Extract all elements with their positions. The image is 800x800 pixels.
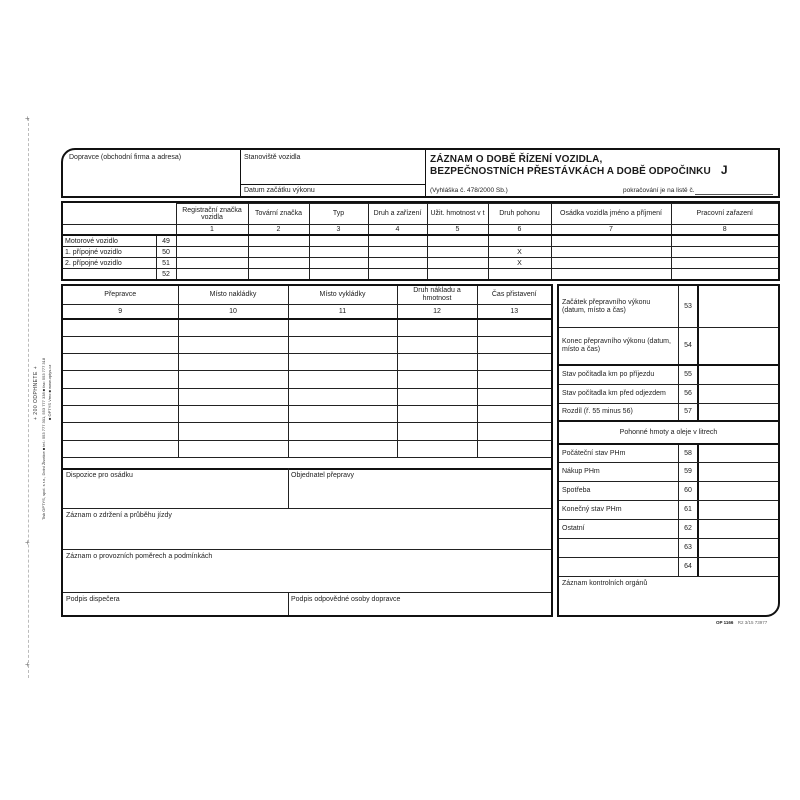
control-record-field[interactable]: Záznam kontrolních orgánů — [559, 576, 778, 633]
summary-row-number: 57 — [679, 404, 699, 420]
row-number: 50 — [156, 247, 176, 258]
col-number: 13 — [477, 304, 551, 319]
cell[interactable] — [671, 269, 778, 279]
summary-row-number: 60 — [679, 482, 699, 500]
cell[interactable] — [671, 258, 778, 269]
transport-cell[interactable] — [477, 371, 551, 388]
summary-row-value[interactable] — [699, 501, 778, 519]
form-code-revision: R2 3/15 73977 — [737, 620, 768, 625]
vehicle-station-field[interactable]: Stanoviště vozidla — [244, 154, 301, 161]
cell[interactable] — [368, 269, 427, 279]
form-header — [61, 148, 780, 198]
dispatcher-signature-field[interactable]: Podpis dispečera — [66, 596, 120, 603]
cell[interactable] — [427, 269, 488, 279]
vehicle-table — [61, 201, 780, 281]
transport-cell[interactable] — [178, 423, 288, 440]
summary-row-label: Začátek přepravního výkonu (datum, místo a čas) — [559, 286, 679, 327]
cell[interactable] — [368, 247, 427, 258]
cell[interactable] — [248, 235, 309, 247]
transport-cell[interactable] — [178, 371, 288, 388]
vehicle-row-trailer-2 — [63, 258, 778, 269]
summary-row-value[interactable] — [699, 404, 778, 420]
row-label: 1. přípojné vozidlo — [63, 247, 156, 258]
header-payload: Užit. hmotnost v t — [427, 204, 488, 225]
cell[interactable] — [368, 235, 427, 247]
transport-cell[interactable] — [397, 336, 477, 353]
transport-cell[interactable] — [63, 319, 178, 336]
summary-row-label: Konečný stav PHm — [559, 501, 679, 519]
transport-table-col-numbers — [63, 304, 551, 319]
form-series-mark: J — [720, 163, 728, 177]
cell[interactable] — [551, 258, 671, 269]
summary-row-value[interactable] — [699, 463, 778, 481]
continuation-input-line[interactable] — [695, 194, 773, 195]
summary-row-label: Rozdíl (ř. 55 minus 56) — [559, 404, 679, 420]
plus-mark: + — [25, 538, 30, 547]
summary-row-number: 58 — [679, 445, 699, 462]
summary-row-number: 63 — [679, 539, 699, 557]
transport-cell[interactable] — [63, 336, 178, 353]
summary-row-label — [559, 539, 679, 557]
plus-mark: + — [25, 660, 30, 669]
summary-row-value[interactable] — [699, 520, 778, 538]
plus-mark: + — [25, 114, 30, 123]
header-arrival-time: Čas přistavení — [477, 286, 551, 304]
transport-cell[interactable] — [477, 423, 551, 440]
crew-disposition-field[interactable]: Dispozice pro osádku — [66, 472, 133, 479]
cell[interactable] — [176, 258, 248, 269]
transport-cell[interactable] — [288, 371, 397, 388]
summary-row-value[interactable] — [699, 385, 778, 403]
header-unloading-place: Místo vykládky — [288, 286, 397, 304]
summary-row-value[interactable] — [699, 366, 778, 384]
cell[interactable] — [309, 269, 368, 279]
transport-cell[interactable] — [288, 440, 397, 457]
summary-row-value[interactable] — [699, 445, 778, 462]
transport-cell[interactable] — [477, 405, 551, 422]
trip-summary-panel — [557, 284, 780, 617]
row-number: 49 — [156, 235, 176, 247]
summary-row — [559, 519, 778, 538]
transport-row — [63, 440, 551, 457]
transport-cell[interactable] — [178, 388, 288, 405]
summary-row-number: 64 — [679, 558, 699, 576]
cell[interactable] — [248, 247, 309, 258]
transport-orderer-field[interactable]: Objednatel přepravy — [291, 472, 355, 479]
transport-row — [63, 423, 551, 440]
col-number: 7 — [551, 225, 671, 236]
transport-row — [63, 388, 551, 405]
cell[interactable] — [248, 258, 309, 269]
transport-block — [61, 284, 553, 617]
vehicle-row-trailer-1 — [63, 247, 778, 258]
header-carrier: Přepravce — [63, 286, 178, 304]
summary-row-value[interactable] — [699, 328, 778, 364]
col-number: 12 — [397, 304, 477, 319]
transport-cell[interactable] — [397, 405, 477, 422]
cell[interactable] — [551, 247, 671, 258]
cell[interactable] — [176, 247, 248, 258]
header-crew: Osádka vozidla jméno a příjmení — [551, 204, 671, 225]
summary-row — [559, 364, 778, 384]
cell[interactable] — [427, 247, 488, 258]
transport-cell[interactable] — [178, 319, 288, 336]
summary-row-value[interactable] — [699, 558, 778, 576]
cell[interactable] — [427, 235, 488, 247]
cell-drive[interactable] — [488, 269, 551, 279]
regulation-reference: (Vyhláška č. 478/2000 Sb.) — [430, 187, 508, 194]
transport-row — [63, 371, 551, 388]
transport-cell[interactable] — [63, 371, 178, 388]
operating-conditions-field[interactable]: Záznam o provozních poměrech a podmínkách — [66, 553, 213, 560]
summary-row-label — [559, 558, 679, 576]
vehicle-row-extra — [63, 269, 778, 279]
header-loading-place: Místo nakládky — [178, 286, 288, 304]
printer-info-line1: Tisk OPTYS, spol. s r.o., Dolní Životice ■ tel.: 553 777 301, 553 777 338 ■ fax: 553 777 318 — [41, 357, 46, 520]
summary-row — [559, 462, 778, 481]
col-number: 1 — [176, 225, 248, 236]
summary-row — [559, 286, 778, 327]
form-code-number: OP 1166 — [716, 620, 734, 625]
cell[interactable] — [309, 258, 368, 269]
summary-row-number: 56 — [679, 385, 699, 403]
summary-row-label: Ostatní — [559, 520, 679, 538]
row-label — [63, 269, 156, 279]
transport-cell[interactable] — [288, 405, 397, 422]
summary-row-label: Počáteční stav PHm — [559, 445, 679, 462]
col-number: 4 — [368, 225, 427, 236]
summary-row — [559, 403, 778, 420]
row-number: 52 — [156, 269, 176, 279]
summary-row — [559, 481, 778, 500]
summary-row-number: 61 — [679, 501, 699, 519]
summary-row-number: 55 — [679, 366, 699, 384]
col-number: 2 — [248, 225, 309, 236]
transport-cell[interactable] — [63, 405, 178, 422]
transport-cell[interactable] — [288, 319, 397, 336]
transport-row — [63, 405, 551, 422]
transport-cell[interactable] — [63, 440, 178, 457]
transport-cell[interactable] — [178, 440, 288, 457]
transport-cell[interactable] — [477, 388, 551, 405]
col-number: 6 — [488, 225, 551, 236]
header-brand: Tovární značka — [248, 204, 309, 225]
header-drive: Druh pohonu — [488, 204, 551, 225]
cell[interactable] — [427, 258, 488, 269]
transport-cell[interactable] — [397, 319, 477, 336]
summary-row — [559, 500, 778, 519]
delay-record-field[interactable]: Záznam o zdržení a průběhu jízdy — [66, 512, 172, 519]
summary-row-number: 53 — [679, 286, 699, 327]
vehicle-row-motor — [63, 235, 778, 247]
cell-drive[interactable]: X — [488, 247, 551, 258]
transport-cell[interactable] — [288, 354, 397, 371]
carrier-signature-field[interactable]: Podpis odpovědné osoby dopravce — [291, 596, 401, 603]
transport-cell[interactable] — [288, 388, 397, 405]
transport-cell[interactable] — [397, 388, 477, 405]
summary-row-label: Nákup PHm — [559, 463, 679, 481]
transport-cell[interactable] — [288, 423, 397, 440]
carrier-field[interactable]: Dopravce (obchodní firma a adresa) — [69, 154, 182, 161]
cell[interactable] — [551, 235, 671, 247]
cell[interactable] — [248, 269, 309, 279]
summary-row-number: 62 — [679, 520, 699, 538]
transport-table-header — [63, 286, 551, 304]
transport-cell[interactable] — [63, 423, 178, 440]
vehicle-table-header — [63, 204, 778, 225]
transport-row — [63, 319, 551, 336]
cell[interactable] — [176, 269, 248, 279]
col-number: 8 — [671, 225, 778, 236]
transport-cell[interactable] — [63, 388, 178, 405]
summary-row — [559, 384, 778, 403]
cell[interactable] — [551, 269, 671, 279]
cell[interactable] — [671, 247, 778, 258]
col-number: 3 — [309, 225, 368, 236]
transport-cell[interactable] — [477, 336, 551, 353]
header-registration: Registrační značka vozidla — [176, 204, 248, 225]
fuel-section-header: Pohonné hmoty a oleje v litrech — [559, 420, 778, 443]
cell[interactable] — [309, 235, 368, 247]
start-date-field[interactable]: Datum začátku výkonu — [244, 187, 315, 194]
summary-row — [559, 327, 778, 364]
cell[interactable] — [309, 247, 368, 258]
cell[interactable] — [368, 258, 427, 269]
summary-row-number: 59 — [679, 463, 699, 481]
transport-cell[interactable] — [477, 354, 551, 371]
transport-cell[interactable] — [477, 440, 551, 457]
transport-cell[interactable] — [178, 405, 288, 422]
transport-cell[interactable] — [397, 371, 477, 388]
summary-row-label: Stav počítadla km po příjezdu — [559, 366, 679, 384]
summary-row-value[interactable] — [699, 286, 778, 327]
header-cargo: Druh nákladu a hmotnost — [397, 286, 477, 304]
cell[interactable] — [176, 235, 248, 247]
transport-row — [63, 336, 551, 353]
vehicle-table-col-numbers — [63, 225, 778, 236]
row-number: 51 — [156, 258, 176, 269]
summary-row-label: Spotřeba — [559, 482, 679, 500]
transport-cell[interactable] — [178, 354, 288, 371]
transport-cell[interactable] — [178, 336, 288, 353]
transport-cell[interactable] — [63, 354, 178, 371]
row-label: Motorové vozidlo — [63, 235, 156, 247]
col-number: 11 — [288, 304, 397, 319]
summary-row-number: 54 — [679, 328, 699, 364]
form-title-line1: ZÁZNAM O DOBĚ ŘÍZENÍ VOZIDLA, — [430, 154, 603, 165]
summary-row-label: Stav počítadla km před odjezdem — [559, 385, 679, 403]
col-number: 10 — [178, 304, 288, 319]
summary-row-value[interactable] — [699, 482, 778, 500]
cell-drive[interactable]: X — [488, 258, 551, 269]
header-type: Typ — [309, 204, 368, 225]
transport-cell[interactable] — [288, 336, 397, 353]
row-label: 2. přípojné vozidlo — [63, 258, 156, 269]
perforation-note: + 200 ODPHNETE + — [33, 365, 39, 420]
cell[interactable] — [671, 235, 778, 247]
summary-row — [559, 538, 778, 557]
printer-info-line2: ■ OPTYS Vreo ■ www.optys.cz — [47, 364, 52, 420]
cell-drive[interactable] — [488, 235, 551, 247]
transport-cell[interactable] — [397, 440, 477, 457]
form-title-line2: BEZPEČNOSTNÍCH PŘESTÁVKÁCH A DOBĚ ODPOČINKU J — [430, 163, 728, 177]
transport-cell[interactable] — [397, 354, 477, 371]
transport-cell[interactable] — [397, 423, 477, 440]
perforation-line — [28, 118, 29, 678]
continuation-label: pokračování je na listě č. — [623, 187, 695, 194]
col-number: 9 — [63, 304, 178, 319]
form-code — [716, 620, 767, 625]
summary-row-label: Konec přepravního výkonu (datum, místo a čas) — [559, 328, 679, 364]
form-title — [430, 154, 728, 177]
header-kind: Druh a zařízení — [368, 204, 427, 225]
col-number: 5 — [427, 225, 488, 236]
header-position: Pracovní zařazení — [671, 204, 778, 225]
summary-row — [559, 443, 778, 462]
transport-row — [63, 354, 551, 371]
transport-cell[interactable] — [477, 319, 551, 336]
summary-row-value[interactable] — [699, 539, 778, 557]
summary-row — [559, 557, 778, 576]
